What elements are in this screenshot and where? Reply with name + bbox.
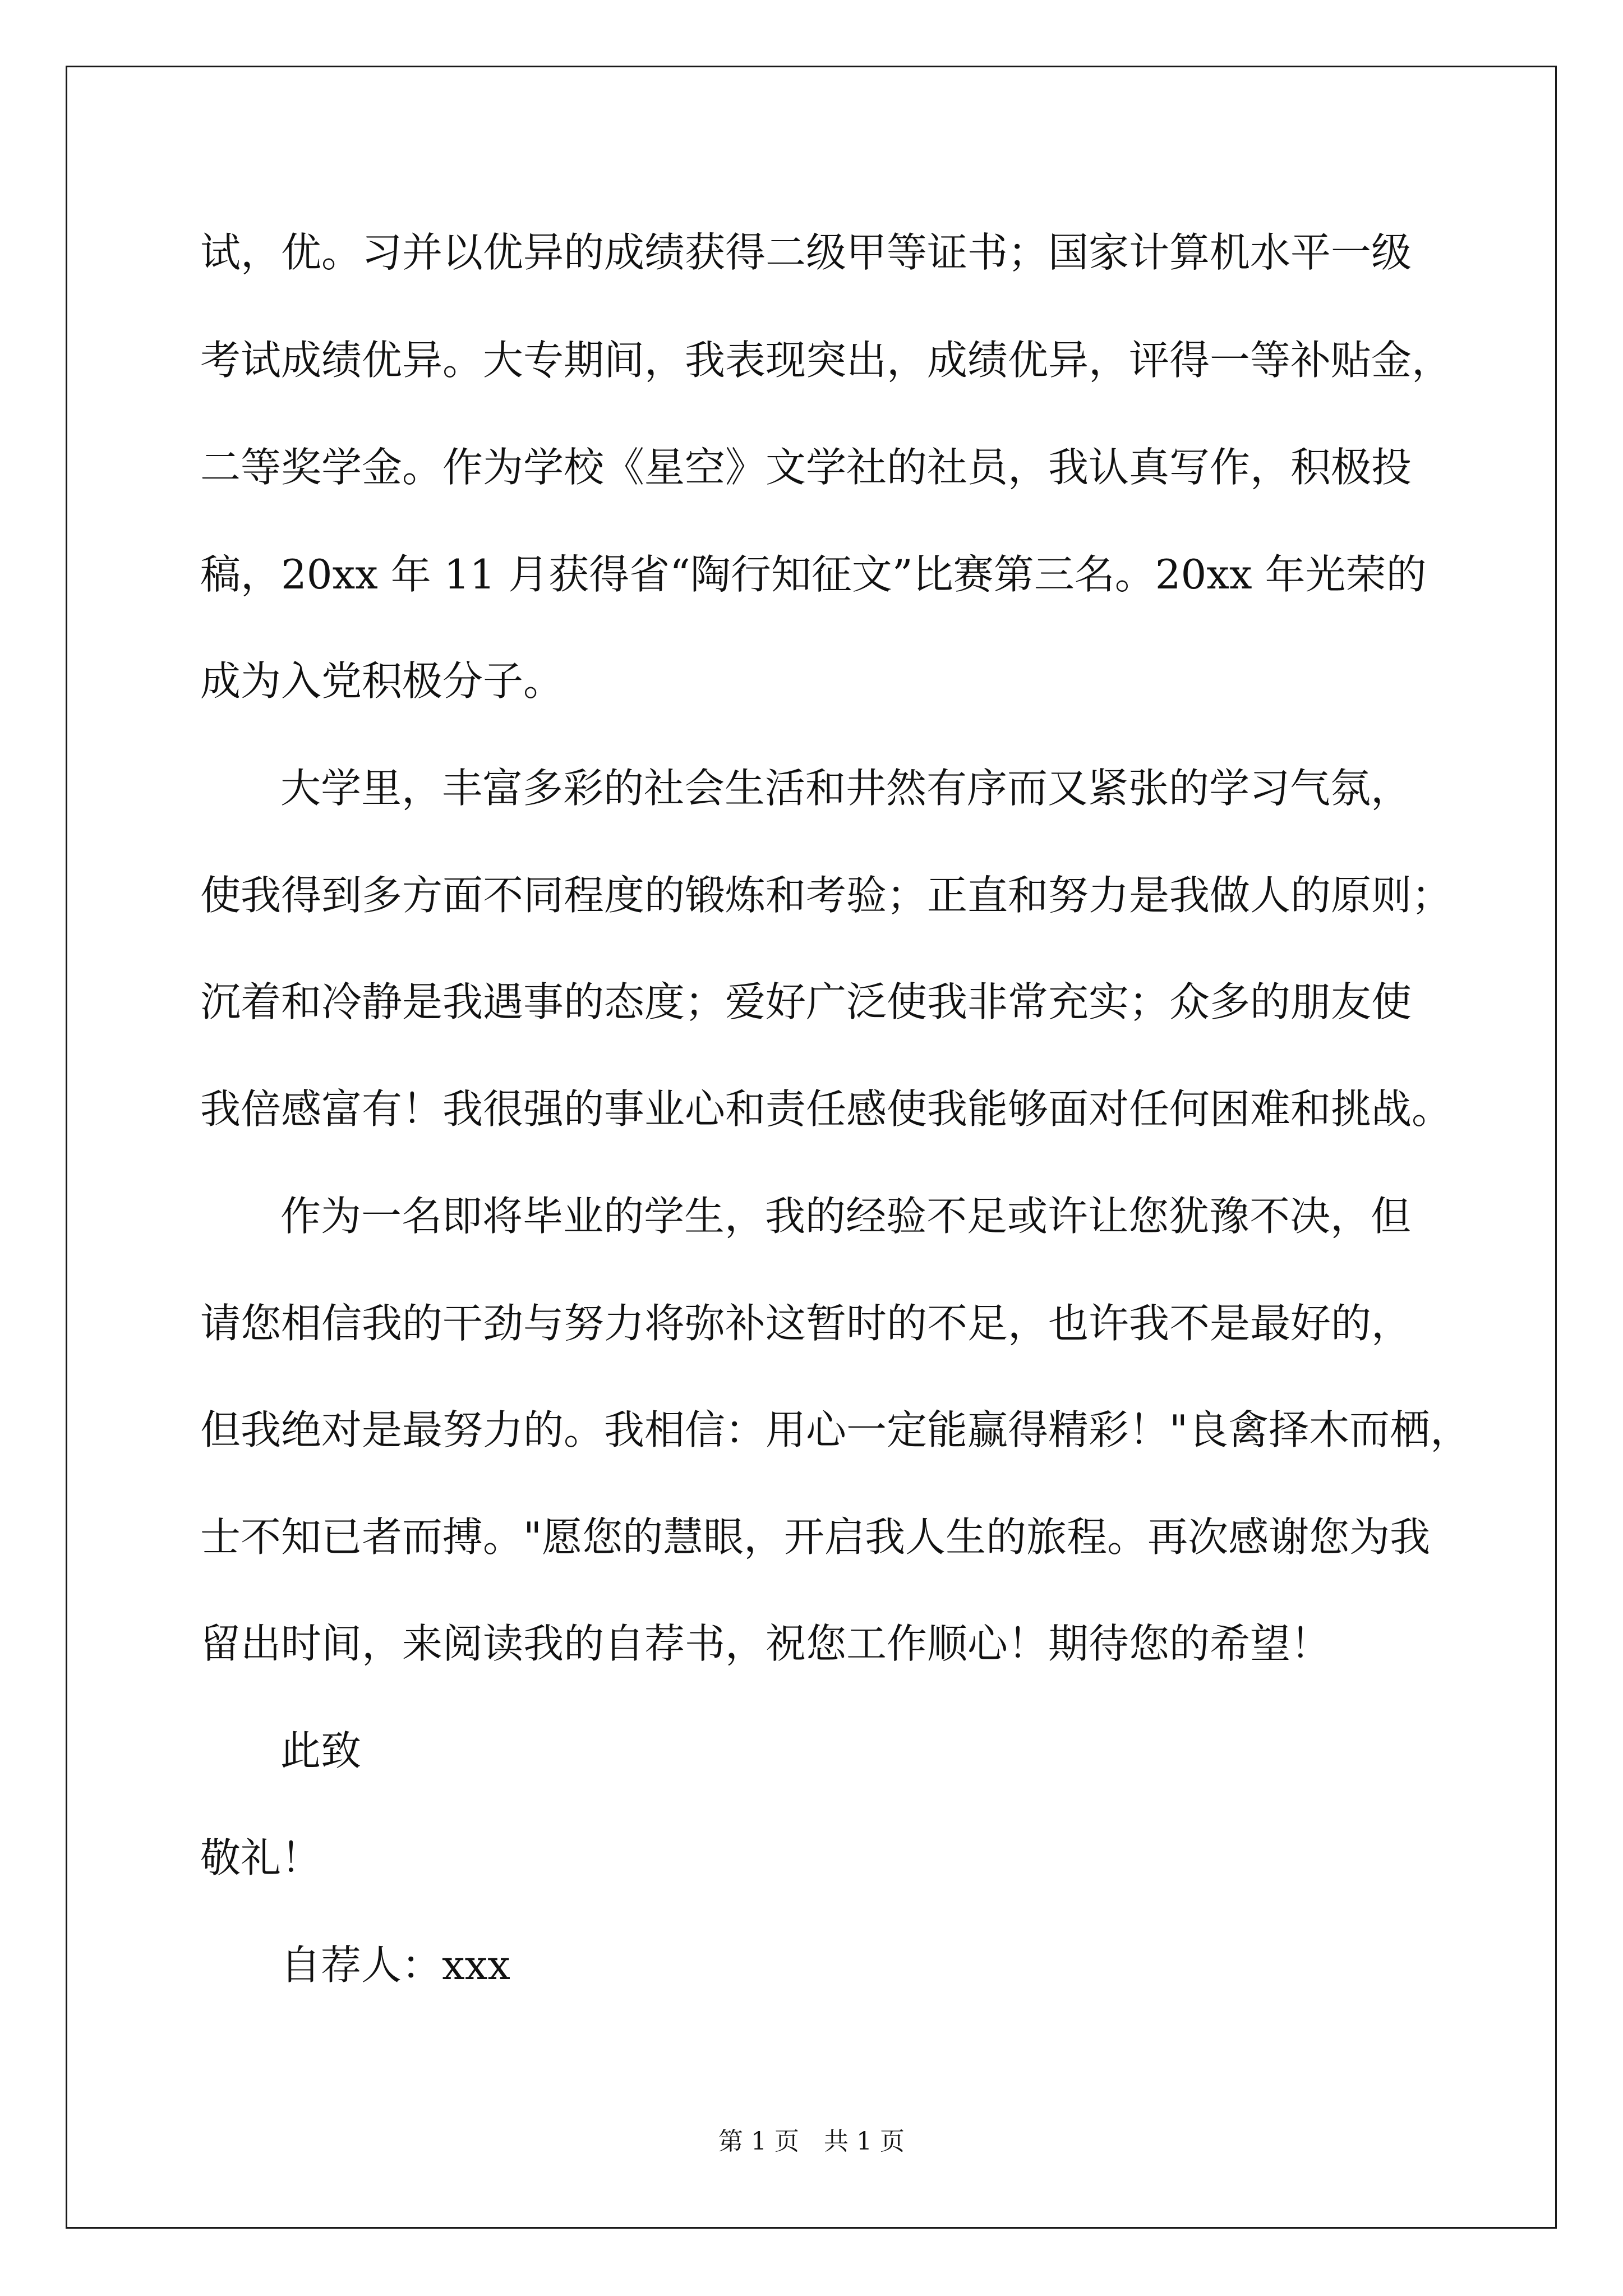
- text-line-2: 考试成绩优异。大专期间，我表现突出，成绩优异，评得一等补贴金，: [200, 337, 1453, 384]
- page-footer: 第 1 页 共 1 页: [718, 2127, 905, 2156]
- text-line-11: 请您相信我的干劲与努力将弥补这暂时的不足，也许我不是最好的，: [200, 1300, 1412, 1347]
- text-line-6: 大学里，丰富多彩的社会生活和井然有序而又紧张的学习气氛，: [280, 765, 1412, 812]
- signature-line: 自荐人：xxx: [280, 1941, 510, 1989]
- text-line-12: 但我绝对是最努力的。我相信：用心一定能赢得精彩！"良禽择木而栖，: [200, 1406, 1471, 1453]
- text-line-5: 成为入党积极分子。: [200, 657, 564, 705]
- text-line-1: 试，优。习并以优异的成绩获得二级甲等证书；国家计算机水平一级: [200, 229, 1412, 276]
- text-line-8: 沉着和冷静是我遇事的态度；爱好广泛使我非常充实；众多的朋友使: [200, 978, 1412, 1025]
- text-line-10: 作为一名即将毕业的学生，我的经验不足或许让您犹豫不决，但: [280, 1193, 1412, 1240]
- text-line-13: 士不知已者而搏。"愿您的慧眼，开启我人生的旅程。再次感谢您为我: [200, 1513, 1431, 1561]
- closing-salutation: 此致: [280, 1727, 362, 1774]
- text-line-4: 稿，20xx 年 11 月获得省“陶行知征文”比赛第三名。20xx 年光荣的: [200, 551, 1427, 598]
- text-line-14: 留出时间，来阅读我的自荐书，祝您工作顺心！期待您的希望！: [200, 1620, 1331, 1667]
- page-border: [66, 66, 1557, 2229]
- closing-regards: 敬礼！: [200, 1834, 322, 1881]
- text-line-3: 二等奖学金。作为学校《星空》文学社的社员，我认真写作，积极投: [200, 444, 1412, 491]
- text-line-9: 我倍感富有！我很强的事业心和责任感使我能够面对任何困难和挑战。: [200, 1085, 1453, 1133]
- text-line-7: 使我得到多方面不同程度的锻炼和考验；正直和努力是我做人的原则；: [200, 872, 1453, 919]
